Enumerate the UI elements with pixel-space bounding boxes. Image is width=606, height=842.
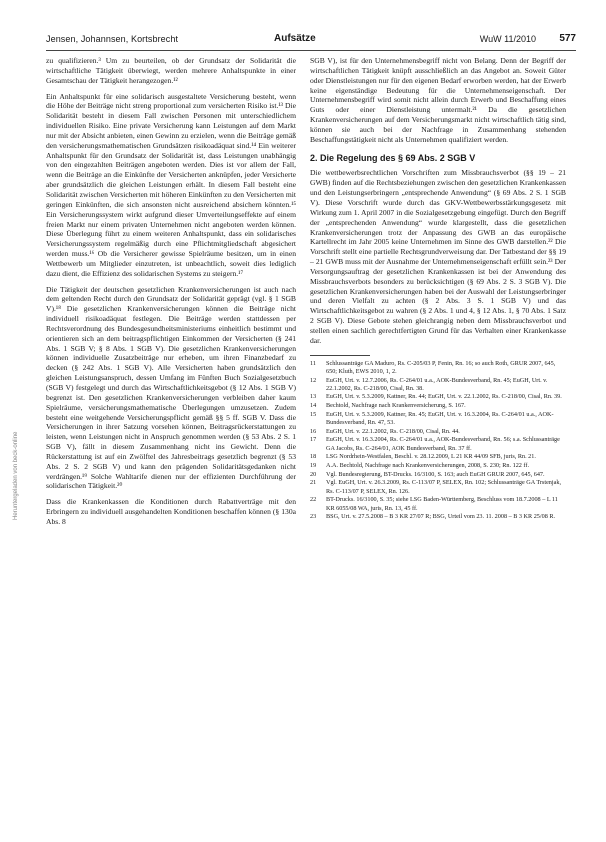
footnote-text: BSG, Urt. v. 27.5.2008 – B 3 KR 27/07 R; BSG, Urteil vom 23. 11. 2008 – B 3 KR 25/08 R. [326, 513, 556, 521]
footnote [310, 479, 566, 495]
left-paragraph: Ein Anhaltspunkt für eine solidarisch ausgestaltete Versicherung besteht, wenn die Höhe der Beiträge nicht streng proportional zum versicherten Risiko ist.¹³ Die Solidarität besteht in diesem Fall zwischen Personen mit unterschiedlichem individuellen Risiko. Eine private Versicherung kann Leistungen auf dem Markt nur mit der Absicht anbieten, einen Gewinn zu erzielen, wenn die Beiträge gemäß den versicherungsmathematischen Grundsätzen risikoadäquat sind.¹⁴ Ein weiterer Anhaltspunkt für den Grundsatz der Solidarität ist, dass Leistungen unabhängig von den eingezahlten Beiträgen angeboten werden. Dies ist vor allem der Fall, wenn die Beiträge an die Einkünfte der Versicherten anknüpfen, jeder Versicherte aber grundsätzlich die gleichen Leistungen erhält. In diesem Fall besteht eine Solidarität zwischen Versicherten mit höheren Einkünften zu den Versicherten mit geringen Einkünften, die sich ansonsten nicht ausreichend absichern könnten.¹⁵ Ein Versicherungssystem wirkt aufgrund dieser Umverteilungseffekte auf einem freien Markt nur einem privaten Unternehmen nicht angeboten werden können. Diese Überlegung führt zu einem weiteren Anhaltspunkt, dass ein solidarisches Versicherungssystem regelmäßig durch eine Pflichtmitgliedschaft abgesichert werden muss.¹⁶ Ob die Versicherer gewisse Spielräume besitzen, um in einen Wettbewerb um Mitglieder einzutreten, ist unbeachtlich, soweit dies lediglich dazu dient, die Effizienz des solidarischen Systems zu steigern.¹⁷ [46, 91, 296, 278]
footnote-number: 15 [310, 410, 317, 418]
footnote-number: 12 [310, 376, 317, 384]
footnote [310, 453, 566, 461]
footnote-text: EuGH, Urt. v. 5.3.2009, Kattner, Rn. 45; EuGH, Urt. v. 16.3.2004, Rs. C-264/01 u.a., AOK-Bundesverband, Rn. 47, 53. [326, 410, 554, 427]
footnote [310, 496, 566, 512]
left-paragraph: zu qualifizieren.³ Um zu beurteilen, ob der Grundsatz der Solidarität die wirtschaftliche Tätigkeit überwiegt, werden mehrere Anhaltspunkte in einer Gesamtschau der Tätigkeit herangezogen.¹² [46, 56, 296, 85]
section-heading: 2. Die Regelung des § 69 Abs. 2 SGB V [310, 152, 476, 163]
right-column [310, 56, 566, 522]
footnote-text: Bechtold, Nachfrage nach Krankenversicherung, S. 167. [326, 402, 466, 410]
header-authors: Jensen, Johannsen, Kortsbrecht [46, 34, 179, 44]
page-header [46, 34, 576, 48]
footnote-number: 13 [310, 393, 317, 401]
footnote [310, 462, 566, 470]
footnote [310, 436, 566, 452]
footnote-number: 14 [310, 402, 317, 410]
right-paragraph: SGB V), ist für den Unternehmensbegriff nicht von Belang. Denn der Begriff der wirtschaftlichen Tätigkeit knüpft ausschließlich an das Angebot an. Soweit Güter oder Dienstleistungen nur für den eigenen Bedarf erworben werden, hat der Erwerb keine eigenständige Bedeutung für die Unternehmenseigenschaft. Der Unternehmensbegriff wird somit nicht allein durch Erwerb und Beschaffung eines Guts oder einer Dienstleistung untermalt.²¹ Da die gesetzlichen Krankenversicherungen auf dem Versicherungsmarkt nicht wirtschaftlich tätig sind, können sie auch bei der Nachfrage in Zusammenhang stehenden Beschaffungstätigkeit nicht als Unternehmen qualifiziert werden. [310, 56, 566, 144]
footnote [310, 411, 566, 427]
footnote-number: 18 [310, 453, 317, 461]
footnote-text: Schlussanträge GA Maduro, Rs. C-205/03 P, Fenin, Rn. 16; so auch Roth, GRUR 2007, 645, 650; Kluth, EWS 2010, 1, 2. [326, 359, 556, 375]
footnote-number: 21 [310, 479, 317, 487]
header-rule [46, 50, 576, 51]
footnote-number: 19 [310, 462, 317, 470]
footnote-text: Vgl. Bundesregierung, BT-Drucks. 16/3100, S. 163; auch EuGH GRUR 2007, 645, 647. [326, 470, 545, 478]
left-column [46, 56, 296, 533]
left-paragraph: Dass die Krankenkassen die Konditionen durch Rabattverträge mit den Erbringern zu individuell ausgehandelten Konditionen beschaffen können (§ 130a Abs. 8 [46, 497, 296, 526]
footnote-number: 17 [310, 436, 317, 444]
footnote-text: A.A. Bechtold, Nachfrage nach Krankenversicherungen, 2008, S. 230; Rn. 122 ff. [326, 462, 529, 470]
footnote [310, 360, 566, 376]
footnote [310, 393, 566, 401]
footnote [310, 513, 566, 521]
left-paragraph: Die Tätigkeit der deutschen gesetzlichen Krankenversicherungen ist auch nach dem geltenden Recht durch den Grundsatz der Solidarität geprägt (vgl. § 1 SGB V).¹⁸ Die gesetzlichen Krankenversicherungen können die Beiträge nicht individuell risikoadäquat festlegen. Die Beiträge werden stattdessen per Rechtsverordnung des Bundesgesundheitsministeriums einheitlich bestimmt und orientieren sich an dem beitragspflichtigen Einkommen der Versicherten (§ 241 Abs. 1 SGB V; § 8 Abs. 1 SGB V). Die gesetzlichen Krankenversicherungen können individuelle Zusatzbeiträge nur erheben, um ihren Finanzbedarf zu decken (§ 242 Abs. 1 SGB V). Alle Versicherten haben grundsätzlich den gleichen Leistungsanspruch, dessen Umfang im Fünften Buch Sozialgesetzbuch (SGB V) festgelegt und durch das Wirtschaftlichkeitsgebot (§ 12 Abs. 1 SGB V) begrenzt ist. Den gesetzlichen Krankenversicherungen verbleiben daher kaum Spielräume, versicherungsmathematische Überlegungen umzusetzen. Zudem besteht eine weitgehende Versicherungspflicht gemäß §§ 5 ff. SGB V. Dass die Versicherungen in ihrer Satzung vorsehen können, Beitragsrückerstattungen zu leisten, wenn Leistungen nicht in Anspruch genommen werden (§ 53 Abs. 2 S. 1 SGB V), fällt in diesem Zusammenhang nicht ins Gewicht. Denn die Rückerstattung ist auf ein Zwölftel des Jahresbeitrags gesetzlich begrenzt (§ 53 Abs. 2 S. 2 SGB V) und kann den prägenden Solidaritätsgedanken nicht verdrängen.¹⁹ Solche Wahltarife dienen nur der effizienten Durchführung der solidarischen Tätigkeit.²⁰ [46, 284, 296, 491]
footnote-number: 11 [310, 359, 316, 367]
header-page-number: 577 [559, 33, 576, 44]
side-note: Heruntergeladen von beck-online [13, 431, 19, 520]
footnote-text: EuGH, Urt. v. 5.3.2009, Kattner, Rn. 44; EuGH, Urt. v. 22.1.2002, Rs. C-218/00, Cisal, Rn. 39. [326, 393, 562, 401]
footnote-text: BT-Drucks. 16/3100, S. 35; siehe LSG Baden-Württemberg, Beschluss vom 18.7.2008 – L 11 KR 6055/08 WA, juris, Rn. 13, 45 ff. [326, 496, 558, 512]
header-journal: WuW 11/2010 [479, 34, 536, 44]
footnote [310, 428, 566, 436]
footnote [310, 471, 566, 479]
footnotes [310, 360, 566, 522]
footnote-text: EuGH, Urt. v. 16.3.2004, Rs. C-264/01 u.a., AOK-Bundesverband, Rn. 56; s.a. Schlussanträge GA Jacobs, Rs. C-264/01, AOK Bundesverband, Rn. 37 ff. [326, 436, 560, 452]
footnote-text: EuGH, Urt. v. 12.7.2006, Rs. C-264/01 u.a., AOK-Bundesverband, Rn. 45; EuGH, Urt. v. 22.1.2002, Rs. C-218/00, Cisal, Rn. 38. [326, 376, 548, 392]
footnote-number: 23 [310, 513, 317, 521]
footnote-number: 22 [310, 496, 317, 504]
footnote-rule [310, 355, 370, 356]
footnote-text: Vgl. EuGH, Urt. v. 26.3.2009, Rs. C-113/07 P, SELEX, Rn. 102; Schlussanträge GA Trstenjak, Rs. C-113/07 P, SELEX, Rn. 126. [326, 479, 562, 495]
footnote-text: LSG Nordrhein-Westfalen, Beschl. v. 28.12.2009, L 21 KR 44/09 SFB, juris, Rn. 21. [326, 453, 536, 461]
right-paragraph: Die wettbewerbsrechtlichen Vorschriften zum Missbrauchsverbot (§§ 19 – 21 GWB) finden auf die Rechtsbeziehungen zwischen den gesetzlichen Krankenkassen und den Leistungserbringern „entsprechende Anwendung“ (§ 69 Abs. 2 S. 1 SGB V). Diese Vorschrift wurde durch das GKV-Wettbewerbsstärkungsgesetz mit Wirkung zum 1. April 2007 in die Sozialgesetzgebung eingefügt. Durch den Begriff der „entsprechenden Anwendung“ wurde klargestellt, dass die gesetzlichen Krankenversicherungen trotz der Anpassung des GWB an das europäische Kartellrecht im Jahr 2005 keine Unternehmen im Sinne des GWB darstellen.²² Die Vorschrift stellt eine partielle Rechtsgrundverweisung dar. Der Tatbestand der §§ 19 – 21 GWB muss mit der Ausnahme der Unternehmenseigenschaft erfüllt sein.²³ Der Versorgungsauftrag der gesetzlichen Krankenkassen ist bei der Anwendung des Missbrauchsverbots besonders zu berücksichtigen (§ 69 Abs. 2 S. 3 SGB V). Die gesetzlichen Krankenversicherungen haben bei der Auswahl der Leistungserbringer und deren Vielfalt zu achten (§ 2 Abs. 3 S. 1 SGB V) und das Wirtschaftlichkeitsgebot zu wahren (§ 2 Abs. 1 und 4, § 12 Abs. 1, § 70 Abs. 1 Satz 2 SGB V). Diese Gebote stehen gleichrangig neben dem Missbrauchsverbot und stellen einen sachlich gerechtfertigten Grund für das Verhalten einer Krankenkasse dar. [310, 168, 566, 345]
footnote [310, 402, 566, 410]
header-section-title: Aufsätze [274, 33, 316, 44]
footnote-text: EuGH, Urt. v. 22.1.2002, Rs. C-218/00, Cisal, Rn. 44. [326, 427, 460, 435]
footnote-number: 16 [310, 427, 317, 435]
footnote-number: 20 [310, 470, 317, 478]
footnote [310, 377, 566, 393]
